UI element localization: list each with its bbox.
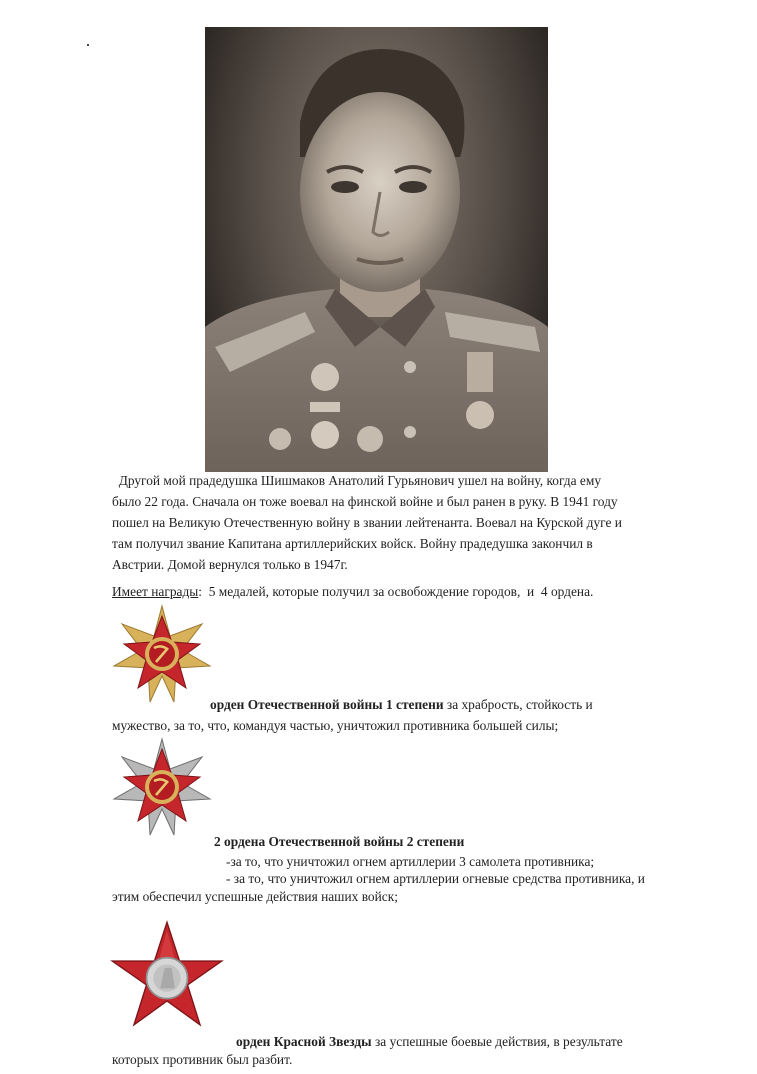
order1-title: орден Отечественной войны 1 степени bbox=[210, 697, 444, 712]
awards-summary-text: : 5 медалей, которые получил за освобождение городов, и 4 ордена. bbox=[198, 584, 594, 599]
order3-title: орден Красной Звезды bbox=[236, 1034, 372, 1049]
order1-desc: за храбрость, стойкость и bbox=[443, 697, 593, 712]
biography-line: там получил звание Капитана артиллерийских войск. Войну прадедушка закончил в bbox=[112, 536, 593, 551]
order2-line: - за то, что уничтожил огнем артиллерии огневые средства противника, и bbox=[226, 871, 645, 886]
order3-desc: за успешные боевые действия, в результате bbox=[371, 1034, 623, 1049]
order2-line: этим обеспечил успешные действия наших войск; bbox=[112, 889, 398, 904]
order1-title-line bbox=[210, 694, 593, 715]
page-speck bbox=[87, 44, 89, 46]
order2-title: 2 ордена Отечественной войны 2 степени bbox=[214, 834, 465, 849]
order3-title-line bbox=[236, 1031, 623, 1052]
order2-line: -за то, что уничтожил огнем артиллерии 3 самолета противника; bbox=[226, 854, 595, 869]
biography-paragraph bbox=[112, 470, 712, 575]
awards-label: Имеет награды bbox=[112, 584, 199, 599]
order1-desc-line: мужество, за то, что, командуя частью, уничтожил противника большей силы; bbox=[112, 718, 559, 733]
order-patriotic-war-2nd-class-icon bbox=[112, 737, 212, 837]
order-red-star-icon bbox=[110, 920, 224, 1034]
biography-line: Другой мой прадедушка Шишмаков Анатолий Гурьянович ушел на войну, когда ему bbox=[112, 473, 602, 488]
order-patriotic-war-1st-class-icon bbox=[112, 604, 212, 704]
order3-desc-line: которых противник был разбит. bbox=[112, 1052, 293, 1067]
biography-line: пошел на Великую Отечественную войну в звании лейтенанта. Воевал на Курской дуге и bbox=[112, 515, 622, 530]
biography-line: Австрии. Домой вернулся только в 1947г. bbox=[112, 557, 348, 572]
biography-line: было 22 года. Сначала он тоже воевал на финской войне и был ранен в руку. В 1941 году bbox=[112, 494, 618, 509]
soldier-portrait-photo bbox=[205, 27, 548, 472]
awards-summary bbox=[112, 581, 593, 602]
